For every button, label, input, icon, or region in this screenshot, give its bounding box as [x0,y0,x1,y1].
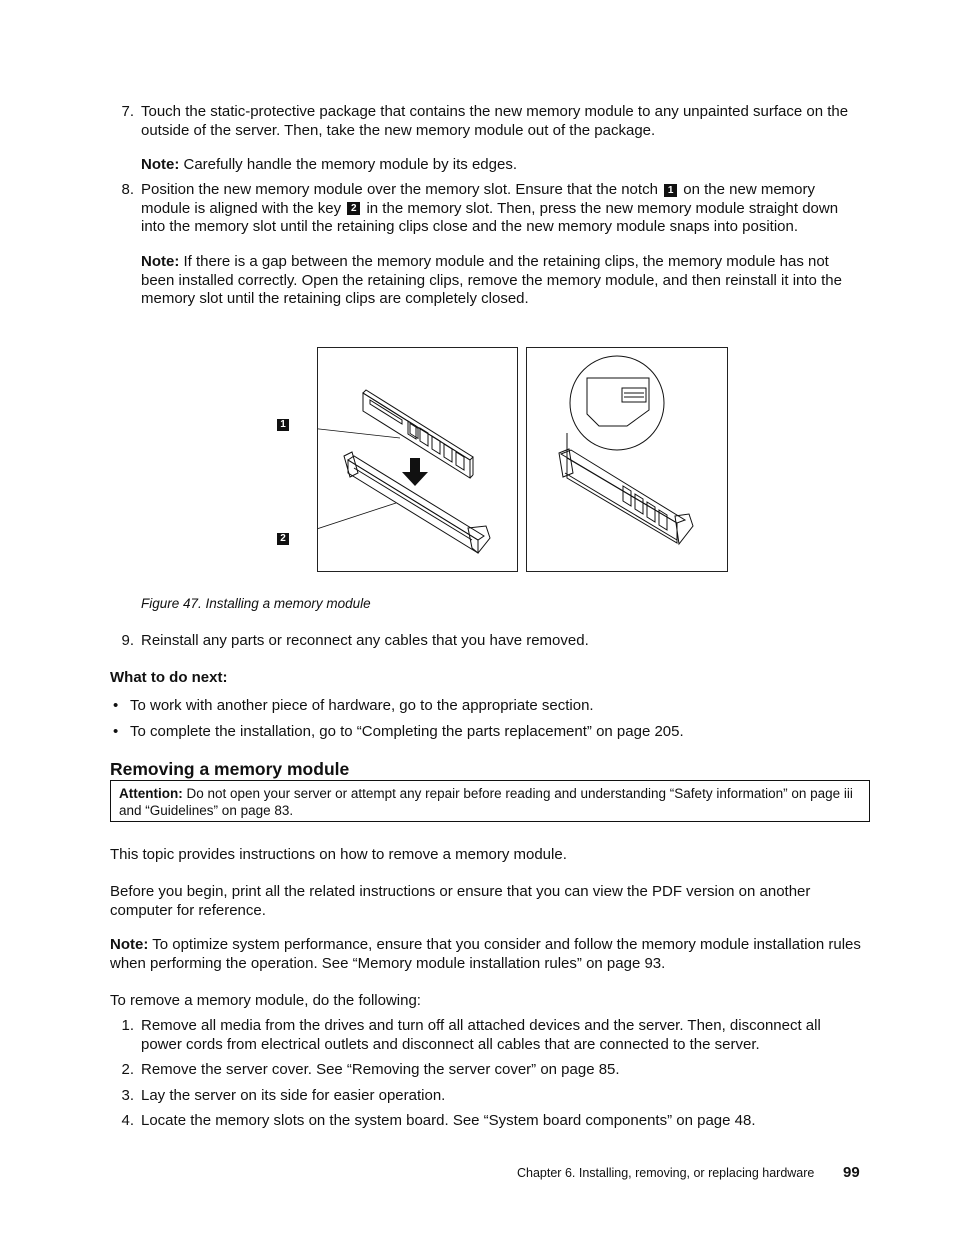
figure-panel-install [317,347,518,572]
bullet-item: To work with another piece of hardware, go to the appropriate section. [130,697,594,714]
step-9-number: 9. [121,632,134,649]
memory-module-install-illustration [318,348,517,571]
callout-1-badge: 1 [664,184,677,197]
bullet-icon: • [113,723,119,740]
note-label: Note: [141,156,180,173]
callout-2-badge: 2 [347,202,360,215]
remove-step-4-number: 4. [121,1112,134,1129]
intro-paragraph: This topic provides instructions on how to remove a memory module. [110,846,567,863]
step-7-text: Touch the static-protective package that contains the new memory module to any unpainted surface on the outside of the server. Then, take the new memory module out of the package. [141,103,849,139]
note-label: Note: [110,936,149,953]
section-title: Removing a memory module [110,759,350,779]
step-8-note [141,253,865,309]
attention-box [110,780,870,822]
attention-label: Attention: [119,786,183,801]
page-number: 99 [843,1164,860,1181]
figure-label-1: 1 [277,419,289,431]
note-text: Carefully handle the memory module by its edges. [183,156,518,173]
bullet-item: To complete the installation, go to “Completing the parts replacement” on page 205. [130,723,684,740]
note-text: If there is a gap between the memory module and the retaining clips, the memory module has not been installed correctly. Open the retaining clips, remove the memory module, and then reinstall it into the memory slot until the retaining clips are completely closed. [141,253,842,307]
bullet-icon: • [113,697,119,714]
step-8-text-part-a: Position the new memory module over the memory slot. Ensure that the notch [141,181,658,198]
memory-module-installed-illustration [527,348,727,571]
remove-step-4-text: Locate the memory slots on the system board. See “System board components” on page 48. [141,1112,756,1129]
step-9-text: Reinstall any parts or reconnect any cables that you have removed. [141,632,589,649]
figure-label-2: 2 [277,533,289,545]
attention-text: Do not open your server or attempt any repair before reading and understanding “Safety information” on page iii and “Guidelines” on page 83. [119,786,853,818]
step-8-text-part-b: on the new memory module is aligned with the key [141,181,815,217]
lead-paragraph: To remove a memory module, do the following: [110,992,421,1009]
note-text: To optimize system performance, ensure that you consider and follow the memory module installation rules when performing the operation. See “Memory module installation rules” on page 93. [110,936,861,972]
figure-caption: Figure 47. Installing a memory module [141,596,371,611]
remove-step-3-number: 3. [121,1087,134,1104]
footer-chapter: Chapter 6. Installing, removing, or replacing hardware [517,1166,815,1180]
remove-step-3-text: Lay the server on its side for easier operation. [141,1087,446,1104]
remove-step-1-text: Remove all media from the drives and turn off all attached devices and the server. Then, disconnect all power cords from electrical outlets and disconnect all cables that are connected to the server. [141,1017,821,1053]
step-7-note [141,156,865,175]
remove-step-1-number: 1. [121,1017,134,1034]
note-label: Note: [141,253,180,270]
step-8-text-part-c: in the memory slot. Then, press the new memory module straight down into the memory slot until the retaining clips close and the new memory module snaps into position. [141,199,839,235]
before-paragraph: Before you begin, print all the related instructions or ensure that you can view the PDF version on another computer for reference. [110,883,811,919]
note-paragraph [110,936,865,973]
remove-step-2-number: 2. [121,1061,134,1078]
remove-step-2-text: Remove the server cover. See “Removing the server cover” on page 85. [141,1061,620,1078]
what-to-do-next-heading: What to do next: [110,669,228,686]
step-7-number: 7. [121,103,134,120]
figure-panel-installed [526,347,728,572]
step-8-number: 8. [121,181,134,198]
step-8-text [141,181,865,237]
